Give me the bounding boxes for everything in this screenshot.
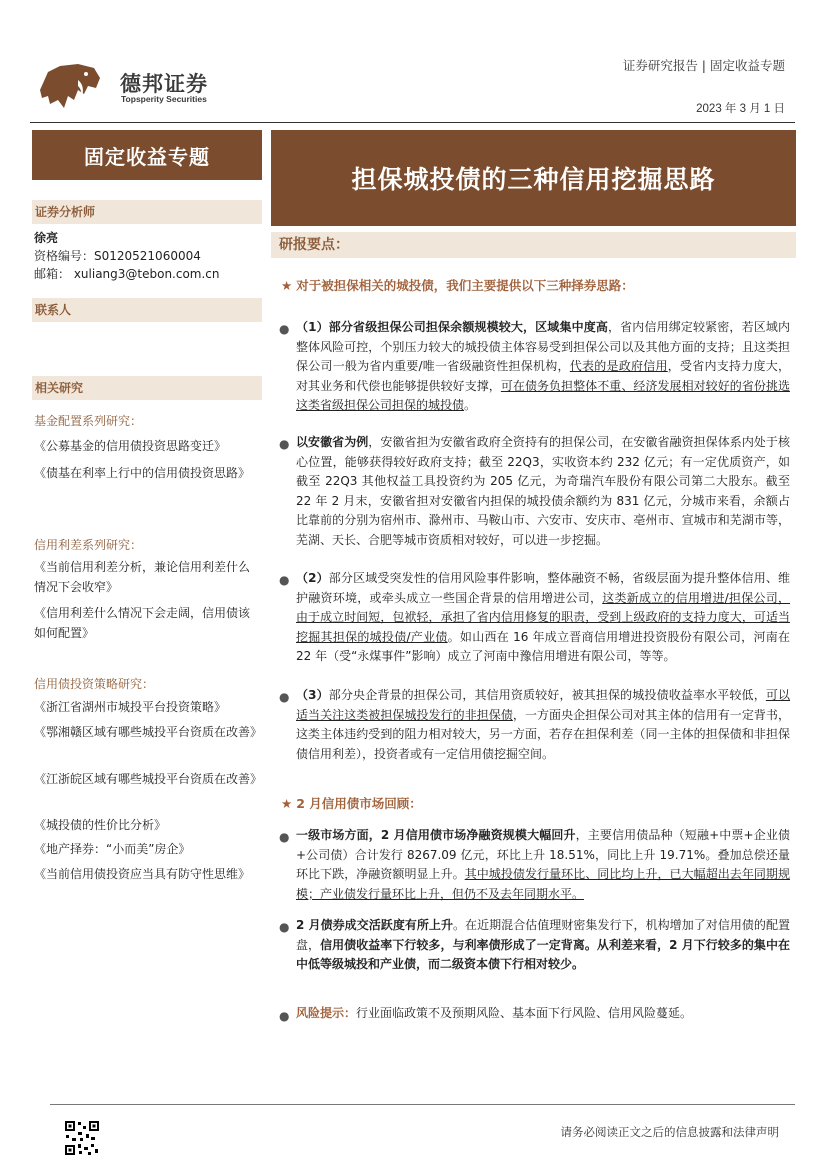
related-report-link[interactable]: 《债基在利率上行中的信用债投资思路》	[34, 466, 251, 480]
related-category: 基金配置系列研究：	[34, 414, 143, 428]
bullet-icon: ●	[279, 1009, 290, 1023]
star-icon: ★	[281, 278, 293, 293]
strategy-example-anhui: 以安徽省为例，安徽省担为安徽省政府全资持有的担保公司，在安徽省融资担保体系内处于核心位置，能够获得较好政府支持；截至 22Q3，实收资本约 232 亿元；有一定优质资产，如截至 22Q3 其他权益工具投资约为 205 亿元，为奇瑞汽车股份有限公司第二大股东。截至 22 年 2 月末，安徽省担对安徽省内担保的城投债余额约为 831 亿元，分城市来看，余额占比靠前的分别为宿州市、滁州市、马鞍山市、六安市、安庆市、亳州市、宣城市和芜湖市等，芜湖、天长、合肥等城市资质相对较好，可以进一步挖掘。	[296, 435, 790, 547]
qr-code-icon	[64, 1120, 100, 1156]
footer-divider	[50, 1104, 795, 1105]
bullet-icon: ●	[279, 573, 290, 587]
bullet-icon: ●	[279, 830, 290, 844]
bullet-icon: ●	[279, 437, 290, 451]
related-report-link[interactable]: 《城投债的性价比分析》	[34, 818, 167, 832]
section-title: 固定收益专题	[32, 130, 262, 180]
strategy-point-1: （1）部分省级担保公司担保余额规模较大，区域集中度高，省内信用绑定较紧密，若区域内整体风险可控，个别压力较大的城投债主体容易受到担保公司以及其他方面的支持；且这类担保公司一般为省内重要/唯一省级融资性担保机构，代表的是政府信用，受省内支持力度大，对其业务和代偿也能够提供较好支撑，可在债务负担整体不重、经济发展相对较好的省份挑选这类省级担保公司担保的城投债。	[296, 320, 790, 412]
star-icon: ★	[281, 796, 293, 811]
market-secondary: 2 月债券成交活跃度有所上升。在近期混合估值理财密集发行下，机构增加了对信用债的配置盘，信用债收益率下行较多，与利率债形成了一定背离。从利差来看，2 月下行较多的集中在中低等级城投和产业债，而二级资本债下行相对较少。	[296, 918, 790, 971]
market-primary: 一级市场方面，2 月信用债市场净融资规模大幅回升，主要信用债品种（短融+中票+企业债+公司债）合计发行 8267.09 亿元，环比上升 18.51%，同比上升 19.71%。叠加总偿还量环比下跌，净融资额明显上升。其中城投债发行量环比、同比均上升，已大幅超出去年同期规模；产业债发行量环比上升，但仍不及去年同期水平。	[296, 828, 790, 901]
tebon-logo-icon	[38, 60, 102, 116]
analyst-license: 资格编号：S0120521060004	[34, 249, 201, 263]
company-name-en: Topsperity Securities	[121, 94, 207, 104]
analyst-name: 徐亮	[34, 231, 59, 245]
related-report-link[interactable]: 《公募基金的信用债投资思路变迁》	[34, 439, 227, 453]
summary-heading: 研报要点：	[271, 232, 796, 258]
risk-warning: 风险提示：行业面临政策不及预期风险、基本面下行风险、信用风险蔓延。	[296, 1006, 693, 1020]
related-report-link[interactable]: 《当前信用利差分析，兼论信用利差什么情况下会收窄》	[34, 560, 251, 594]
related-report-link[interactable]: 《地产择券：“小而美”房企》	[34, 842, 191, 856]
strategy-point-2: （2）部分区域受突发性的信用风险事件影响，整体融资不畅，省级层面为提升整体信用、维护融资环境，或牵头成立一些国企背景的信用增进公司，这类新成立的信用增进/担保公司，由于成立时间短，包袱轻，承担了省内信用修复的职责，受到上级政府的支持力度大，可适当挖掘其担保的城投债/产业债。如山西在 16 年成立晋商信用增进投资股份有限公司，河南在 22 年（受“永煤事件”影响）成立了河南中豫信用增进有限公司，等等。	[296, 571, 790, 663]
section-heading-strategy: ★ 对于被担保相关的城投债，我们主要提供以下三种择券思路：	[281, 278, 634, 293]
bullet-icon: ●	[279, 322, 290, 336]
related-category: 信用债投资策略研究：	[34, 677, 155, 691]
analyst-heading: 证券分析师	[32, 200, 262, 224]
related-report-link[interactable]: 《江浙皖区域有哪些城投平台资质在改善》	[34, 772, 263, 786]
related-category: 信用利差系列研究：	[34, 538, 143, 552]
report-type: 证券研究报告 | 固定收益专题	[622, 58, 785, 73]
related-report-link[interactable]: 《信用利差什么情况下会走阔，信用债该如何配置》	[34, 606, 251, 640]
contact-heading: 联系人	[32, 298, 262, 322]
report-date: 2023 年 3 月 1 日	[696, 103, 785, 115]
bullet-icon: ●	[279, 920, 290, 934]
strategy-point-3: （3）部分央企背景的担保公司，其信用资质较好，被其担保的城投债收益率水平较低，可以适当关注这类被担保城投发行的非担保债，一方面央企担保公司对其主体的信用有一定背书，这类主体违约受到的阻力相对较大，另一方面，若存在担保利差（同一主体的担保债和非担保债信用利差），投资者或有一定信用债挖掘空间。	[296, 688, 790, 761]
report-title: 担保城投债的三种信用挖掘思路	[271, 130, 796, 226]
related-report-link[interactable]: 《浙江省湖州市城投平台投资策略》	[34, 700, 227, 714]
related-report-link[interactable]: 《当前信用债投资应当具有防守性思维》	[34, 867, 251, 881]
section-heading-market-review: ★ 2 月信用债市场回顾：	[281, 796, 422, 811]
header-divider	[30, 122, 795, 123]
related-report-link[interactable]: 《鄂湘赣区域有哪些城投平台资质在改善》	[34, 725, 263, 739]
analyst-email[interactable]: 邮箱： xuliang3@tebon.com.cn	[34, 267, 220, 281]
legal-disclaimer: 请务必阅读正文之后的信息披露和法律声明	[560, 1125, 779, 1139]
related-research-heading: 相关研究	[32, 376, 262, 400]
company-name-cn: 德邦证券	[120, 72, 208, 96]
bullet-icon: ●	[279, 690, 290, 704]
